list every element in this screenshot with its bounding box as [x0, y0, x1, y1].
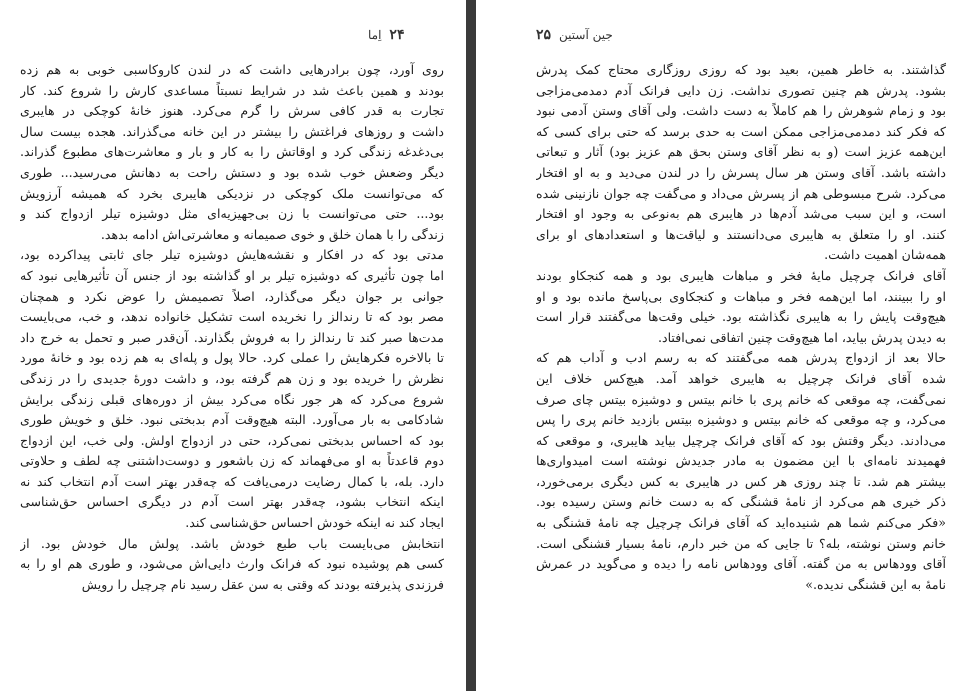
text-line: شروع می‌کرد که هر جور نگاه می‌کرد بیش از دوره‌های قبلی زندگی برایش [20, 391, 444, 407]
text-line: است، و این سبب می‌شد آدم‌ها در هایبری هم به‌نوعی به وجود او افتخار [536, 206, 946, 222]
text-line: فرزندی پذیرفته بودند که وقتی به سن عقل رسید نام چرچیل را رویش [81, 576, 444, 592]
text-line: داشته باشد. آقای وستن هر سال پسرش را در لندن می‌دید و به او افتخار [536, 164, 946, 180]
text-line: مدت‌ها صبر کند تا رندالز را به فروش بگذارند. آن‌قدر صبر و تحمل به خرج داد [20, 329, 444, 345]
text-line: بودند و همین باعث شد در شرایط نسبتاً مساعدی کارش را شروع کند. کار [20, 82, 444, 98]
page-number: ۲۴ [389, 27, 405, 43]
text-line: فهمیدند نامه‌ای با این مضمون به مادر جدیدش نوشته است امیدواری‌ها [536, 453, 946, 469]
text-line: داشت و روزهای فراغتش را بیشتر در این خانه می‌گذراند. هجده بیست سال [20, 123, 444, 139]
text-line: تا بالاخره فکرهایش را عملی کرد. حالا پول و پله‌ای به هم زده بود و خانهٔ مورد [20, 350, 444, 366]
text-line: دارد. بله، با کمال رضایت درمی‌یافت که چه‌قدر بهتر است آدم انتخاب کند نه [20, 473, 444, 489]
paragraph [536, 60, 946, 266]
text-line: اما چون تأثیری که دوشیزه تیلر بر او گذاشته بود از جنس آن تأثیرهایی نبود که [20, 267, 444, 283]
text-line: خانم وستن نوشته، بله؟ تا جایی که من خبر دارم، نامهٔ بسیار قشنگی است. [536, 535, 946, 551]
text-line: بود و زمام شوهرش را هم کاملاً به دست داشت. ولی آقای وستن آدمی نبود [536, 103, 946, 119]
text-line: جوانی بر جوان دیگر می‌گذارد، اصلاً تصمیمش را عوض نکرد و همچنان [20, 288, 444, 304]
page-number: ۲۵ [536, 27, 552, 43]
text-line: بیشتر هم شد. تا چند روزی هر کس در هایبری به کس دیگری برمی‌خورد، [536, 473, 946, 489]
text-line: ایجاد کند نه اینکه خودش احساس حق‌شناسی کند. [185, 515, 444, 531]
text-line: او را ببینند، اما این‌همه فخر و مباهات و کنجکاوی بی‌پاسخ مانده بود و او [536, 288, 946, 304]
text-line: هیچ‌وقت پایش را به هایبری نگذاشته بود. خیلی وقت‌ها می‌گفتند قرار است [536, 309, 946, 325]
text-line: دوم قاعدتاً به او می‌فهماند که زن باشعور و دوست‌داشتنی چه لطف و حلاوتی [20, 453, 444, 469]
right-page [476, 0, 961, 691]
text-line: نامهٔ به این قشنگی ندیده.» [805, 576, 946, 592]
text-line: آقای فرانک چرچیل مایهٔ فخر و مباهات هایبری بود و همه کنجکاو بودند [536, 267, 946, 283]
text-line: انتخابش می‌بایست باب طبع خودش باشد. پولش مال خودش بود. از [20, 535, 444, 551]
text-line: کسی هم پوشیده نبود که فرانک وارث دایی‌اش می‌شود، و طوری هم او را به [20, 556, 444, 572]
text-line: روی آورد، چون برادرهایی داشت که در لندن کاروکاسبی خوبی به هم زده [20, 62, 444, 77]
text-line: که فکر کند دمدمی‌مزاجی ممکن است به حدی برسد که حتی برای کسی که [536, 123, 946, 139]
text-line: زندگی را با همان خلق و خوی صمیمانه و معاشرتی‌اش ادامه بدهد. [100, 226, 444, 242]
text-line: بود... حتی می‌توانست با زن بی‌جهیزیه‌ای مثل دوشیزه تیلر ازدواج کند و [20, 206, 444, 222]
text-line: «فکر می‌کنم شما هم شنیده‌اید که آقای فرانک چرچیل چه نامهٔ قشنگی به [536, 515, 946, 531]
text-line: به دیدن پدرش بیاید، اما هیچ‌وقت چنین اتفاقی نمی‌افتاد. [657, 329, 946, 345]
text-line: مدتی بود که در افکار و نقشه‌هایش دوشیزه تیلر جای ثابتی پیداکرده بود، [20, 247, 444, 263]
book-gutter [466, 0, 476, 691]
right-page-header [536, 26, 613, 44]
left-page-body [20, 60, 444, 595]
text-line: تجارت به قدر کافی سرش را گرم می‌کرد. هنوز خانهٔ کوچکی در هایبری [20, 103, 444, 119]
right-page-body [536, 60, 946, 595]
text-line: ذکر خیری هم می‌کرد از نامهٔ قشنگی که به دست خانم وستن رسیده بود. [536, 494, 946, 510]
text-line: بی‌دغدغه زندگی کرد و اوقاتش را به کار و بار و معاشرت‌های مطبوع گذراند. [20, 144, 444, 160]
paragraph [20, 245, 444, 533]
text-line: حالا بعد از ازدواج پدرش همه می‌گفتند که به رسم ادب و آداب هم که [536, 350, 946, 366]
left-page [0, 0, 466, 691]
paragraph [20, 60, 444, 245]
text-line: نظرش را خریده بود و زن هم گرفته بود، و داشت دورهٔ جدیدی را در زندگی [20, 370, 444, 386]
running-head: اِما [368, 28, 382, 42]
text-line: دیگر وضعش خوب شده بود و دستش راحت به دهانش می‌رسید... طوری [20, 164, 444, 180]
text-line: که می‌توانست ملک کوچکی در نزدیکی هایبری بخرد که همیشه آرزویش [20, 185, 444, 201]
text-line: کنند. او را متعلق به هایبری می‌دانستند و لیاقت‌ها و استعدادهای او برای [536, 226, 946, 242]
text-line: اینکه انتخاب بشود، چه‌قدر بهتر است آدم در دیگری احساس حق‌شناسی [20, 494, 444, 510]
running-head: جین آستین [559, 28, 613, 42]
text-line: می‌کرد. شرح مبسوطی هم از پسرش می‌داد و می‌گفت چه جوان نازنینی شده [536, 185, 946, 201]
text-line: نمی‌گفت، چه موقعی که خانم پری با خانم بیتس و دوشیزه بیتس چای صرف [536, 391, 946, 407]
paragraph [20, 534, 444, 596]
text-line: شادکامی به بار می‌آورد. البته هیچ‌وقت آدم بدبختی نبود. خلق و خویش طوری [20, 412, 444, 428]
paragraph [536, 266, 946, 348]
text-line: بود که احساس بدبختی نمی‌کرد، حتی در ازدواج اولش. ولی خب، این ازدواج [20, 432, 444, 448]
text-line: شده آقای فرانک چرچیل به هایبری خواهد آمد. هیچ‌کس خلاف این [536, 370, 946, 386]
text-line: گذاشتند. به خاطر همین، بعید بود که روزی روزگاری محتاج کمک پدرش [536, 62, 946, 77]
text-line: می‌کرد، و چه موقعی که خانم بیتس و دوشیزه بیتس بازدید خانم پری را پس [536, 412, 946, 428]
paragraph [536, 348, 946, 595]
left-page-header [368, 26, 404, 44]
text-line: آقای وودهاس به من گفته. آقای وودهاس نامه را دیده و می‌گوید در عمرش [536, 556, 946, 572]
text-line: این‌همه عزیز است (و به نظر آقای وستن بحق هم عزیز بود) آثار و تبعاتی [536, 144, 946, 160]
text-line: بشود. پدرش هم چنین تصوری نداشت. زن دایی فرانک آدم دمدمی‌مزاجی [536, 82, 946, 98]
text-line: می‌دادند. دیگر وقتش بود که آقای فرانک چرچیل بیاید هایبری، و موقعی که [536, 432, 946, 448]
text-line: همه‌شان اهمیت داشت. [824, 247, 946, 263]
text-line: مصر بود که تا رندالز را نخریده است تشکیل خانواده ندهد، و خب، می‌بایست [20, 309, 444, 325]
